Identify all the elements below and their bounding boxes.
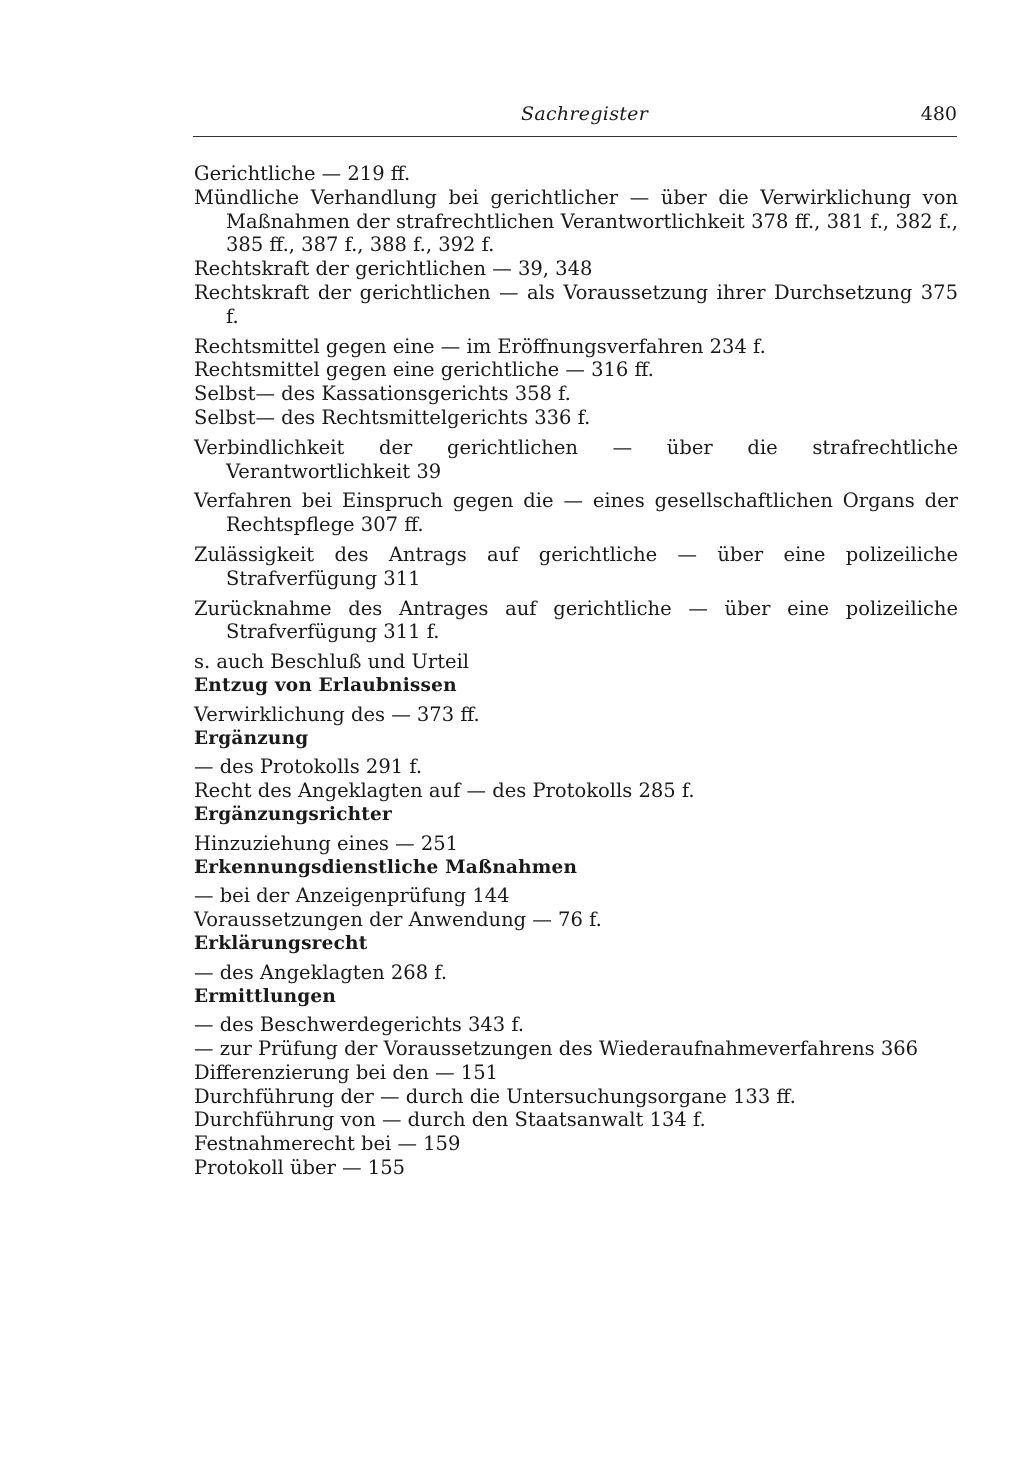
page-number: 480 [920,103,957,125]
index-entry: Rechtskraft der gerichtlichen — als Voraussetzung ihrer Durchsetzung 375 f. [194,280,958,328]
index-entry: Durchführung der — durch die Untersuchungsorgane 133 ff. [194,1084,796,1108]
index-section [194,727,958,803]
index-entry: Zulässigkeit des Antrags auf gerichtliche — über eine polizeiliche Strafverfügung 311 [194,542,958,590]
index-entry: — bei der Anzeigenprüfung 144 [194,884,510,908]
page-header [193,100,957,132]
index-entry: Verfahren bei Einspruch gegen die — eines gesellschaftlichen Organs der Rechtspflege 307 ff. [194,489,958,537]
index-content [194,162,958,1180]
index-entry: Protokoll über — 155 [194,1156,406,1180]
index-entry: Rechtsmittel gegen eine — im Eröffnungsverfahren 234 f. [194,334,766,358]
header-rule [193,136,957,137]
index-entry: — zur Prüfung der Voraussetzungen des Wiederaufnahmeverfahrens 366 [194,1037,919,1061]
index-entry: Zurücknahme des Antrages auf gerichtliche — über eine polizeiliche Strafverfügung 311 f. [194,596,958,644]
index-entry: Differenzierung bei den — 151 [194,1060,499,1084]
index-entry: — des Angeklagten 268 f. [194,960,448,984]
index-entry: Selbst— des Rechtsmittelgerichts 336 f. [194,405,591,429]
continuation-block [194,162,958,674]
index-entry: Recht des Angeklagten auf — des Protokolls 285 f. [194,779,695,803]
index-section [194,985,958,1180]
index-section [194,674,958,727]
index-entry: Voraussetzungen der Anwendung — 76 f. [194,908,602,932]
index-section [194,856,958,932]
index-entry: s. auch Beschluß und Urteil [194,650,470,674]
index-entry: Hinzuziehung eines — 251 [194,831,459,855]
section-heading: Ergänzungsrichter [194,803,392,825]
index-entry: — des Protokolls 291 f. [194,755,423,779]
section-heading: Ermittlungen [194,985,337,1007]
index-entry: Mündliche Verhandlung bei gerichtlicher — über die Verwirklichung von Maßnahmen der strafrechtlichen Verantwortlichkeit 378 ff., 381 f., 382 f., 385 ff., 387 f., 388 f., 392 f. [194,185,958,257]
index-entry: Durchführung von — durch den Staatsanwalt 134 f. [194,1108,706,1132]
section-heading: Erkennungsdienstliche Maßnahmen [194,856,578,878]
index-entry: Festnahmerecht bei — 159 [194,1132,461,1156]
index-entry: Verbindlichkeit der gerichtlichen — über die strafrechtliche Verantwortlichkeit 39 [194,435,958,483]
index-section [194,932,958,985]
section-heading: Entzug von Erlaubnissen [194,674,457,696]
index-entry: Verwirklichung des — 373 ff. [194,702,480,726]
index-entry: Rechtskraft der gerichtlichen — 39, 348 [194,257,593,281]
section-heading: Ergänzung [194,727,309,749]
index-entry: Gerichtliche — 219 ff. [194,162,411,185]
index-entry: Selbst— des Kassationsgerichts 358 f. [194,382,571,406]
section-heading: Erklärungsrecht [194,932,368,954]
running-title: Sachregister [521,103,649,125]
index-entry: Rechtsmittel gegen eine gerichtliche — 316 ff. [194,358,654,382]
index-section [194,803,958,856]
index-entry: — des Beschwerdegerichts 343 f. [194,1013,525,1037]
